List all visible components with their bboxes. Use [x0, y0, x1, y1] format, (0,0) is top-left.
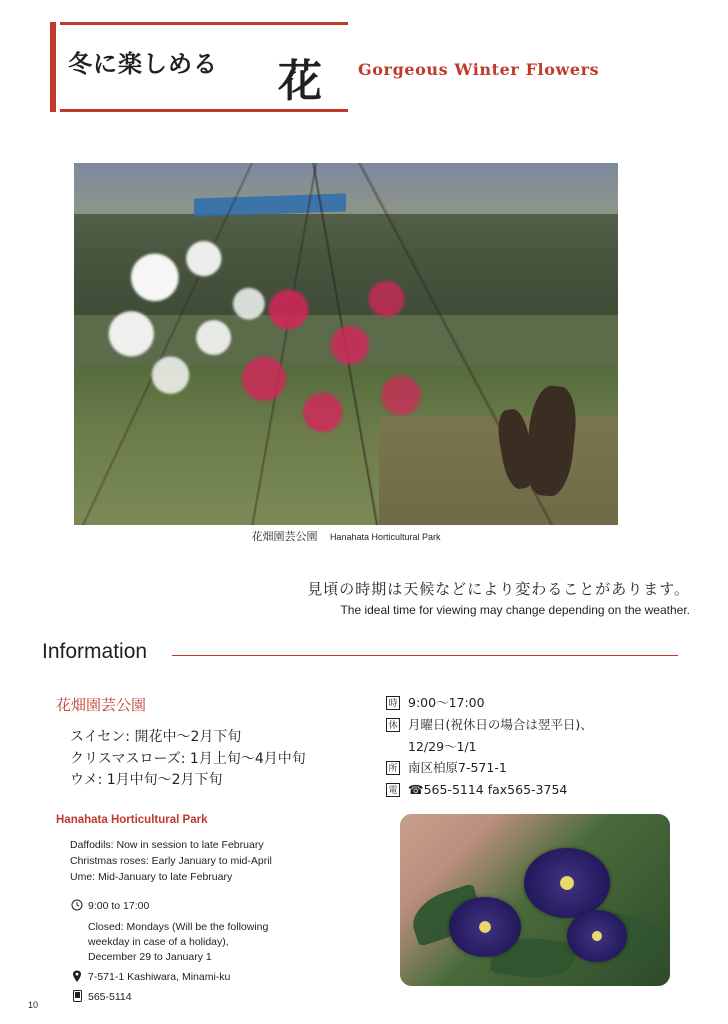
hours-text-jp: 9:00〜17:00 [408, 695, 485, 710]
closed-badge: 休 [386, 718, 400, 732]
flower-schedule-en [70, 838, 386, 885]
closed-text-jp: 月曜日(祝休日の場合は翌平日)、 [408, 716, 593, 732]
closed-text-jp-cont: 12/29〜1/1 [408, 738, 477, 754]
photo-pink-blossoms [215, 257, 460, 467]
header-accent-bar [50, 22, 56, 112]
photo-caption [74, 527, 618, 545]
flower-schedule-jp [70, 727, 386, 792]
tel-row-jp [386, 781, 686, 800]
address-badge: 所 [386, 761, 400, 775]
page-title-jp-kanji: 花 [278, 56, 322, 107]
closed-line-2-en: weekday in case of a holiday), [88, 935, 229, 948]
phone-row-en [70, 990, 386, 1005]
flower-jp-item: ウメ: 1月中旬〜2月下旬 [70, 772, 223, 789]
address-text-en: 7-571-1 Kashiwara, Minami-ku [88, 971, 231, 984]
flower-en-item: Ume: Mid-January to late February [70, 870, 233, 883]
closed-line-3-en: December 29 to January 1 [88, 950, 212, 963]
viewing-note-jp: 見頃の時期は天候などにより変わることがあります。 [307, 580, 690, 598]
tel-text-jp: ☎565-5114 fax565-3754 [408, 782, 568, 797]
tel-badge: 電 [386, 783, 400, 797]
hellebore-photo [400, 814, 670, 986]
hours-row-jp [386, 694, 686, 713]
park-name-jp: 花畑園芸公園 [56, 696, 147, 714]
hours-badge: 時 [386, 696, 400, 710]
page-header [50, 22, 670, 112]
park-details-en [70, 899, 386, 1005]
plum-grove-photo [74, 163, 618, 525]
flower-photo-bloom [449, 897, 521, 957]
phone-text-en: 565-5114 [88, 991, 132, 1004]
closed-row-en [70, 920, 386, 966]
closed-line-1-en: Closed: Mondays (Will be the following [88, 920, 269, 933]
info-left-column [56, 694, 386, 1011]
viewing-note-en: The ideal time for viewing may change depending on the weather. [340, 603, 690, 617]
photo-caption-jp: 花畑園芸公園 [251, 530, 318, 543]
flower-en-item: Christmas roses: Early January to mid-April [70, 854, 272, 867]
info-right-column [386, 694, 686, 803]
header-rule-top [60, 22, 348, 25]
phone-icon [70, 990, 84, 1006]
header-rule-bottom [60, 109, 348, 112]
hours-row-en [70, 899, 386, 914]
location-pin-icon [70, 970, 84, 987]
information-heading-rule [172, 655, 678, 656]
page-number: 10 [28, 1000, 39, 1010]
information-heading [42, 640, 678, 670]
information-heading-label: Information [42, 640, 148, 663]
page-title-en: Gorgeous Winter Flowers [358, 60, 600, 79]
clock-icon [70, 899, 84, 915]
page-title-jp: 冬に楽しめる [68, 50, 218, 78]
flower-jp-item: スイセン: 開花中〜2月下旬 [70, 729, 242, 745]
flower-en-item: Daffodils: Now in session to late February [70, 839, 264, 852]
address-row-jp [386, 759, 686, 778]
closed-row-jp [386, 716, 686, 735]
photo-caption-en: Hanahata Horticultural Park [329, 532, 441, 542]
address-text-jp: 南区柏原7-571-1 [408, 760, 507, 776]
address-row-en [70, 970, 386, 985]
park-name-en: Hanahata Horticultural Park [56, 814, 208, 827]
hours-text-en: 9:00 to 17:00 [88, 900, 150, 913]
flower-jp-item: クリスマスローズ: 1月上旬〜4月中旬 [70, 750, 306, 767]
viewing-note [0, 578, 690, 617]
